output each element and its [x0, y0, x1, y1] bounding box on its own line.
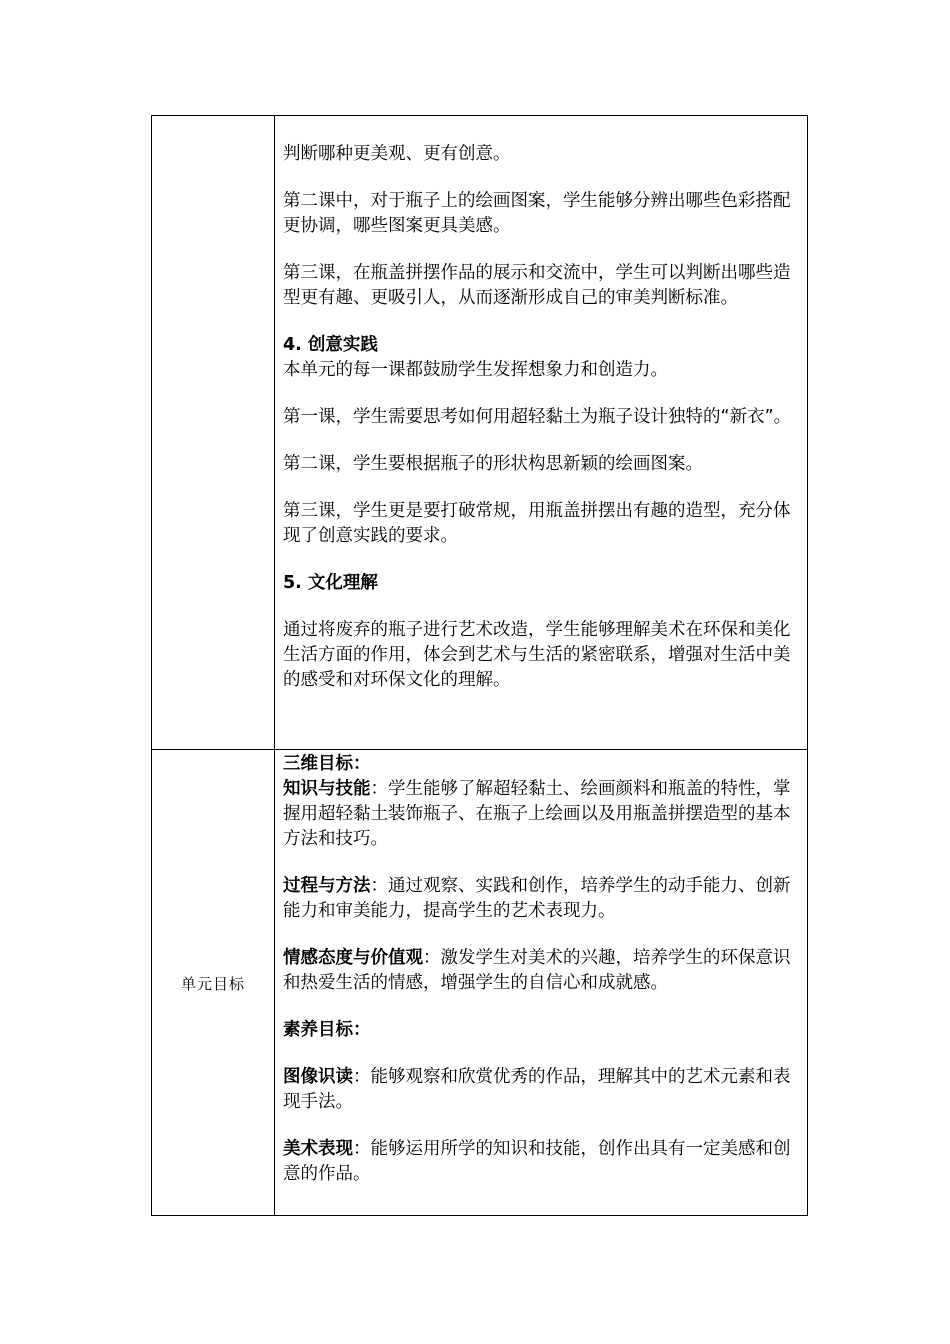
literacy-goals-title: 素养目标：: [283, 1020, 371, 1040]
knowledge-skills-label: 知识与技能: [283, 779, 371, 799]
aesthetic-text-1: 判断哪种更美观、更有创意。: [283, 144, 511, 164]
emotion-values-goal: [283, 946, 801, 996]
process-method-goal: [283, 874, 801, 924]
process-method-text: ：通过观察、实践和创作，培养学生的动手能力、创新能力和审美能力，提高学生的艺术表现力。: [283, 876, 791, 921]
cultural-understanding-text: 通过将废弃的瓶子进行艺术改造，学生能够理解美术在环保和美化生活方面的作用，体会到艺术与生活的紧密联系，增强对生活中美的感受和对环保文化的理解。: [283, 620, 791, 690]
unit-goals-label: 单元目标: [180, 974, 245, 993]
emotion-values-label: 情感态度与价值观: [283, 948, 423, 968]
knowledge-skills-text: ：学生能够了解超轻黏土、绘画颜料和瓶盖的特性，掌握用超轻黏土装饰瓶子、在瓶子上绘画以及用瓶盖拼摆造型的基本方法和技巧。: [283, 779, 791, 849]
process-method-label: 过程与方法: [283, 876, 371, 896]
aesthetic-text-3: 第三课，在瓶盖拼摆作品的展示和交流中，学生可以判断出哪些造型更有趣、更吸引人，从而逐渐形成自己的审美判断标准。: [283, 263, 791, 308]
creative-practice-heading: 4. 创意实践: [283, 335, 378, 355]
core-literacy-cell: [283, 142, 801, 693]
image-reading-text: ：能够观察和欣赏优秀的作品，理解其中的艺术元素和表现手法。: [283, 1067, 791, 1112]
three-dimensional-goals-title: 三维目标：: [283, 754, 371, 774]
cultural-understanding-heading: 5. 文化理解: [283, 573, 378, 593]
image-reading-goal: [283, 1065, 801, 1115]
creative-practice-lesson-3: 第三课，学生更是要打破常规，用瓶盖拼摆出有趣的造型，充分体现了创意实践的要求。: [283, 501, 791, 546]
column-divider: [274, 116, 275, 1215]
unit-goals-cell: [283, 752, 801, 1187]
art-expression-label: 美术表现: [283, 1139, 353, 1159]
aesthetic-text-2: 第二课中，对于瓶子上的绘画图案，学生能够分辨出哪些色彩搭配更协调，哪些图案更具美感。: [283, 191, 791, 236]
creative-practice-intro: 本单元的每一课都鼓励学生发挥想象力和创造力。: [283, 360, 668, 380]
art-expression-goal: [283, 1137, 801, 1187]
art-expression-text: ：能够运用所学的知识和技能，创作出具有一定美感和创意的作品。: [283, 1139, 791, 1184]
creative-practice-lesson-1: 第一课，学生需要思考如何用超轻黏土为瓶子设计独特的“新衣”。: [283, 407, 792, 427]
creative-practice-lesson-2: 第二课，学生要根据瓶子的形状构思新颖的绘画图案。: [283, 454, 703, 474]
knowledge-skills-goal: [283, 777, 801, 852]
emotion-values-text: ：激发学生对美术的兴趣，培养学生的环保意识和热爱生活的情感，增强学生的自信心和成就感。: [283, 948, 791, 993]
lesson-plan-table: [151, 115, 808, 1216]
image-reading-label: 图像识读: [283, 1067, 353, 1087]
